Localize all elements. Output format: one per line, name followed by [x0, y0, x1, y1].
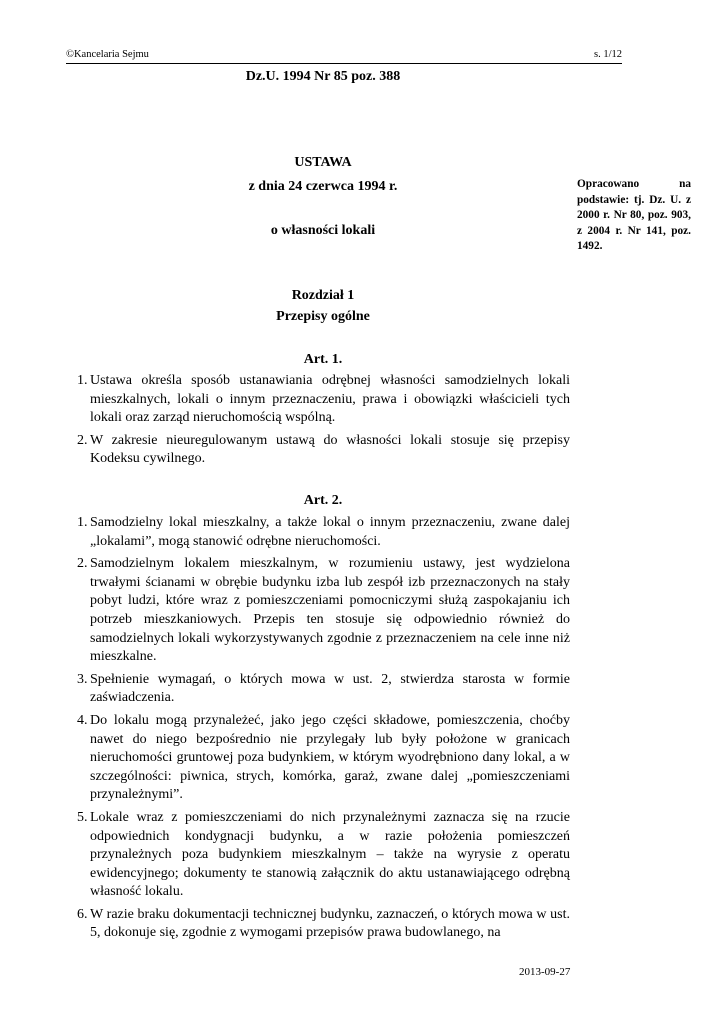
paragraph-number: 5. [77, 809, 88, 825]
paragraph-text: Samodzielny lokal mieszkalny, a także lokal o innym przeznaczeniu, zwane dalej „lokalami”, mogą stanowić odrębne nieruchomości. [90, 515, 570, 549]
header-publisher: ©Kancelaria Sejmu [66, 49, 149, 60]
paragraph-text: Ustawa określa sposób ustanawiania odrębnej własności samodzielnych lokali mieszkalnych, lokali o innym przeznaczeniu, prawa i obowiązki właścicieli tych lokali oraz zarząd nieruchomością wspólną. [90, 373, 570, 426]
paragraph [77, 432, 570, 469]
paragraph-number: 4. [77, 712, 88, 728]
paragraph [77, 671, 570, 708]
paragraph [77, 809, 570, 902]
footer-date: 2013-09-27 [519, 966, 571, 978]
article-body [77, 514, 570, 947]
article-heading: Art. 1. [303, 352, 343, 367]
paragraph [77, 712, 570, 805]
paragraph-number: 2. [77, 556, 88, 572]
paragraph [77, 555, 570, 667]
paragraph-text: Spełnienie wymagań, o których mowa w ust. 2, stwierdza starosta w formie zaświadczenia. [90, 671, 570, 706]
paragraph-number: 1. [77, 515, 88, 530]
chapter-title: Przepisy ogólne [276, 309, 370, 324]
paragraph [77, 372, 570, 428]
article-heading: Art. 2. [303, 493, 343, 508]
act-type: USTAWA [294, 155, 352, 170]
header-divider [66, 63, 622, 64]
paragraph-text: W razie braku dokumentacji technicznej budynku, zaznaczeń, o których mowa w ust. 5, dokonuje się, zgodnie z wymogami przepisów prawa budowlanego, na [90, 906, 570, 941]
paragraph-text: Samodzielnym lokalem mieszkalnym, w rozumieniu ustawy, jest wydzielona trwałymi ścianami w obrębie budynku izba lub zespół izb przeznaczonych na stały pobyt ludzi, które wraz z pomieszczeniami pomocniczymi służą zaspokajaniu ich potrzeb mieszkaniowych. Przepis ten stosuje się odpowiednio również do samodzielnych lokali wykorzystywanych zgodnie z przeznaczeniem na cele inne niż mieszkalne. [90, 556, 570, 665]
side-note: Opracowano na podstawie: tj. Dz. U. z 2000 r. Nr 80, poz. 903, z 2004 r. Nr 141, poz. 1492. [577, 178, 691, 252]
chapter-label: Rozdział 1 [291, 288, 355, 303]
paragraph-text: Lokale wraz z pomieszczeniami do nich przynależnymi zaznacza się na rzucie odpowiednich kondygnacji budynku, a w razie położenia pomieszczeń przynależnych poza budynkiem mieszkalnym – także na wyrysie z operatu ewidencyjnego; dokumenty te stanowią załącznik do aktu ustanawiającego odrębną własność lokalu. [90, 809, 570, 900]
paragraph-text: Do lokalu mogą przynależeć, jako jego części składowe, pomieszczenia, choćby nawet do niego bezpośrednio nie przylegały lub były położone w granicach nieruchomości gruntowej poza budynkiem, w którym wyodrębniono dany lokal, a w szczególności: piwnica, strych, komórka, garaż, zwane dalej „pomieszczeniami przynależnymi”. [90, 712, 570, 803]
paragraph-number: 6. [77, 906, 88, 922]
paragraph-number: 2. [77, 432, 88, 448]
paragraph-number: 1. [77, 373, 88, 388]
paragraph [77, 514, 570, 551]
act-date: z dnia 24 czerwca 1994 r. [248, 179, 398, 194]
page-number: s. 1/12 [593, 49, 622, 60]
doc-reference: Dz.U. 1994 Nr 85 poz. 388 [245, 69, 401, 84]
act-title: o własności lokali [270, 223, 376, 238]
paragraph-number: 3. [77, 671, 88, 687]
article-body [77, 372, 570, 473]
paragraph-text: W zakresie nieuregulowanym ustawą do własności lokali stosuje się przepisy Kodeksu cywilnego. [90, 432, 570, 467]
paragraph [77, 906, 570, 943]
